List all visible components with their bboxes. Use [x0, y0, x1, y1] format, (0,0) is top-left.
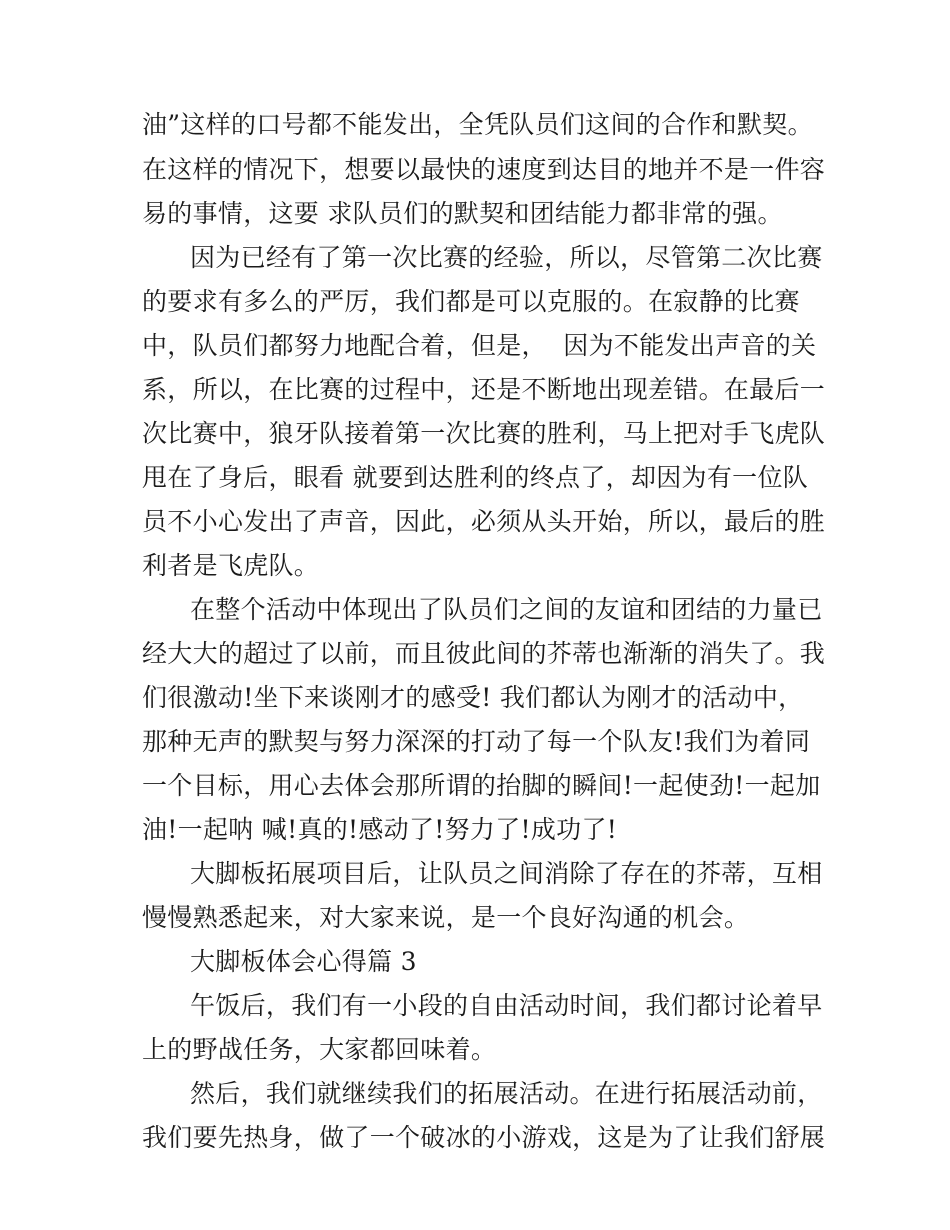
text-line: 利者是飞虎队。 [142, 551, 320, 580]
text-line: 上的野战任务，大家都回味着。 [142, 1035, 497, 1064]
paragraph-start-line: 因为已经有了第一次比赛的经验，所以，尽管第二次比赛 [190, 243, 823, 272]
text-line: 慢慢熟悉起来，对大家来说，是一个良好沟通的机会。 [142, 903, 750, 932]
text-line: 员不小心发出了声音，因此，必须从头开始，所以，最后的胜 [142, 507, 826, 536]
text-line: 我们要先热身，做了一个破冰的小游戏，这是为了让我们舒展 [142, 1123, 826, 1152]
paragraph-start-line: 午饭后，我们有一小段的自由活动时间，我们都讨论着早 [190, 991, 823, 1020]
text-line: 油!一起呐 喊!真的!感动了!努力了!成功了! [142, 815, 618, 844]
text-line: 系，所以，在比赛的过程中，还是不断地出现差错。在最后一 [142, 375, 826, 404]
paragraph-start-line: 大脚板拓展项目后，让队员之间消除了存在的芥蒂，互相 [190, 859, 823, 888]
text-line: 油”这样的口号都不能发出，全凭队员们这间的合作和默契。 [142, 110, 813, 139]
text-line: 易的事情，这要 求队员们的默契和团结能力都非常的强。 [142, 199, 783, 228]
text-line: 的要求有多么的严厉，我们都是可以克服的。在寂静的比赛 [142, 287, 800, 316]
text-line: 们很激动!坐下来谈刚才的感受! 我们都认为刚才的活动中， [142, 683, 804, 712]
paragraph-start-line: 然后，我们就继续我们的拓展活动。在进行拓展活动前， [190, 1079, 823, 1108]
text-line: 经大大的超过了以前，而且彼此间的芥蒂也渐渐的消失了。我 [142, 639, 826, 668]
text-line: 甩在了身后，眼看 就要到达胜利的终点了，却因为有一位队 [142, 463, 809, 492]
paragraph-start-line: 在整个活动中体现出了队员们之间的友谊和团结的力量已 [190, 595, 823, 624]
text-line: 那种无声的默契与努力深深的打动了每一个队友!我们为着同 [142, 727, 811, 756]
text-line: 一个目标，用心去体会那所谓的抬脚的瞬间!一起使劲!一起加 [142, 771, 821, 800]
text-line: 在这样的情况下，想要以最快的速度到达目的地并不是一件容 [142, 155, 826, 184]
text-line: 中，队员们都努力地配合着，但是， 因为不能发出声音的关 [142, 331, 817, 360]
text-line: 次比赛中，狼牙队接着第一次比赛的胜利，马上把对手飞虎队 [142, 419, 826, 448]
section-heading: 大脚板体会心得篇 3 [190, 947, 417, 976]
